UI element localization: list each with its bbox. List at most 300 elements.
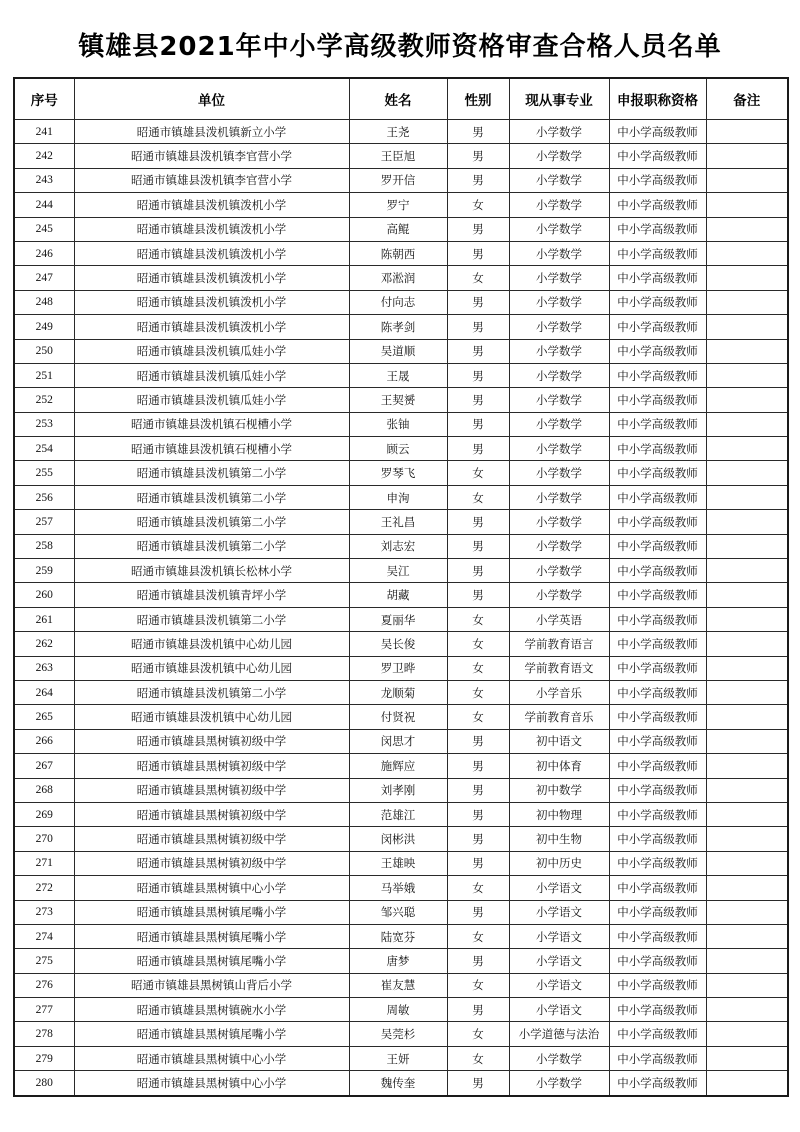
table-row (14, 607, 788, 631)
cell-major: 小学数学 (509, 485, 609, 509)
table-body (14, 120, 788, 1096)
cell-unit: 昭通市镇雄县泼机镇泼机小学 (74, 217, 349, 241)
cell-serial: 251 (14, 363, 74, 387)
cell-unit: 昭通市镇雄县泼机镇泼机小学 (74, 193, 349, 217)
cell-serial: 276 (14, 973, 74, 997)
cell-gender: 男 (447, 827, 509, 851)
cell-title: 中小学高级教师 (609, 1022, 706, 1046)
cell-gender: 男 (447, 778, 509, 802)
cell-serial: 262 (14, 632, 74, 656)
cell-unit: 昭通市镇雄县泼机镇瓜娃小学 (74, 388, 349, 412)
cell-name: 罗卫晔 (349, 656, 447, 680)
page-title: 镇雄县2021年中小学高级教师资格审查合格人员名单 (78, 32, 722, 62)
cell-remark (706, 510, 788, 534)
cell-name: 王礼昌 (349, 510, 447, 534)
cell-title: 中小学高级教师 (609, 583, 706, 607)
cell-gender: 女 (447, 193, 509, 217)
cell-title: 中小学高级教师 (609, 1046, 706, 1070)
table-row (14, 510, 788, 534)
cell-name: 唐梦 (349, 949, 447, 973)
cell-name: 邓淞润 (349, 266, 447, 290)
cell-major: 学前教育语言 (509, 632, 609, 656)
cell-remark (706, 363, 788, 387)
cell-major: 小学语文 (509, 924, 609, 948)
cell-major: 小学数学 (509, 437, 609, 461)
cell-title: 中小学高级教师 (609, 656, 706, 680)
cell-name: 付向志 (349, 290, 447, 314)
cell-serial: 264 (14, 680, 74, 704)
cell-gender: 男 (447, 120, 509, 144)
cell-major: 小学数学 (509, 290, 609, 314)
cell-unit: 昭通市镇雄县泼机镇泼机小学 (74, 266, 349, 290)
cell-gender: 男 (447, 998, 509, 1022)
cell-unit: 昭通市镇雄县黑树镇尾嘴小学 (74, 1022, 349, 1046)
cell-name: 施辉应 (349, 754, 447, 778)
cell-gender: 男 (447, 290, 509, 314)
table-row (14, 241, 788, 265)
table-row (14, 754, 788, 778)
cell-major: 小学道德与法治 (509, 1022, 609, 1046)
cell-title: 中小学高级教师 (609, 485, 706, 509)
table-row (14, 680, 788, 704)
cell-title: 中小学高级教师 (609, 290, 706, 314)
column-header-unit: 单位 (74, 78, 349, 120)
cell-name: 罗宁 (349, 193, 447, 217)
cell-gender: 男 (447, 754, 509, 778)
cell-serial: 241 (14, 120, 74, 144)
cell-major: 小学数学 (509, 388, 609, 412)
cell-title: 中小学高级教师 (609, 363, 706, 387)
table-row (14, 217, 788, 241)
cell-name: 王雄映 (349, 851, 447, 875)
cell-name: 陈朝西 (349, 241, 447, 265)
table-row (14, 583, 788, 607)
cell-name: 高鲲 (349, 217, 447, 241)
cell-name: 闵思才 (349, 729, 447, 753)
column-header-serial: 序号 (14, 78, 74, 120)
cell-serial: 280 (14, 1071, 74, 1096)
cell-serial: 258 (14, 534, 74, 558)
cell-name: 刘志宏 (349, 534, 447, 558)
cell-unit: 昭通市镇雄县泼机镇中心幼儿园 (74, 632, 349, 656)
cell-gender: 男 (447, 802, 509, 826)
cell-title: 中小学高级教师 (609, 241, 706, 265)
cell-gender: 女 (447, 461, 509, 485)
cell-major: 初中数学 (509, 778, 609, 802)
cell-gender: 男 (447, 729, 509, 753)
cell-title: 中小学高级教师 (609, 461, 706, 485)
cell-unit: 昭通市镇雄县泼机镇泼机小学 (74, 241, 349, 265)
cell-gender: 男 (447, 144, 509, 168)
cell-gender: 男 (447, 1071, 509, 1096)
cell-remark (706, 1022, 788, 1046)
table-row (14, 876, 788, 900)
cell-serial: 269 (14, 802, 74, 826)
cell-remark (706, 120, 788, 144)
cell-unit: 昭通市镇雄县黑树镇初级中学 (74, 802, 349, 826)
cell-major: 学前教育语文 (509, 656, 609, 680)
cell-gender: 男 (447, 900, 509, 924)
cell-gender: 女 (447, 266, 509, 290)
cell-unit: 昭通市镇雄县泼机镇瓜娃小学 (74, 363, 349, 387)
cell-major: 学前教育音乐 (509, 705, 609, 729)
cell-unit: 昭通市镇雄县泼机镇李官营小学 (74, 144, 349, 168)
cell-serial: 242 (14, 144, 74, 168)
table-row (14, 802, 788, 826)
cell-unit: 昭通市镇雄县泼机镇泼机小学 (74, 290, 349, 314)
cell-major: 小学语文 (509, 900, 609, 924)
table-row (14, 1022, 788, 1046)
cell-major: 小学数学 (509, 241, 609, 265)
cell-name: 罗琴飞 (349, 461, 447, 485)
cell-unit: 昭通市镇雄县泼机镇石枧槽小学 (74, 437, 349, 461)
cell-unit: 昭通市镇雄县黑树镇中心小学 (74, 1046, 349, 1070)
table-row (14, 900, 788, 924)
table-row (14, 778, 788, 802)
cell-serial: 279 (14, 1046, 74, 1070)
cell-name: 吴长俊 (349, 632, 447, 656)
cell-remark (706, 973, 788, 997)
cell-major: 小学数学 (509, 534, 609, 558)
table-row (14, 144, 788, 168)
cell-name: 邹兴聪 (349, 900, 447, 924)
cell-unit: 昭通市镇雄县泼机镇第二小学 (74, 510, 349, 534)
table-row (14, 339, 788, 363)
cell-serial: 270 (14, 827, 74, 851)
cell-serial: 248 (14, 290, 74, 314)
table-row (14, 315, 788, 339)
cell-title: 中小学高级教师 (609, 851, 706, 875)
table-row (14, 851, 788, 875)
cell-major: 小学英语 (509, 607, 609, 631)
cell-title: 中小学高级教师 (609, 315, 706, 339)
cell-gender: 男 (447, 315, 509, 339)
cell-gender: 女 (447, 924, 509, 948)
cell-unit: 昭通市镇雄县黑树镇尾嘴小学 (74, 924, 349, 948)
cell-remark (706, 656, 788, 680)
cell-remark (706, 583, 788, 607)
cell-gender: 男 (447, 388, 509, 412)
cell-unit: 昭通市镇雄县黑树镇尾嘴小学 (74, 949, 349, 973)
table-row (14, 290, 788, 314)
cell-major: 初中物理 (509, 802, 609, 826)
cell-title: 中小学高级教师 (609, 534, 706, 558)
cell-serial: 255 (14, 461, 74, 485)
cell-unit: 昭通市镇雄县泼机镇第二小学 (74, 534, 349, 558)
cell-major: 小学数学 (509, 510, 609, 534)
cell-serial: 263 (14, 656, 74, 680)
cell-major: 小学数学 (509, 559, 609, 583)
teacher-roster-table (13, 77, 789, 1097)
cell-unit: 昭通市镇雄县黑树镇初级中学 (74, 729, 349, 753)
cell-unit: 昭通市镇雄县泼机镇第二小学 (74, 680, 349, 704)
cell-name: 马举娥 (349, 876, 447, 900)
cell-serial: 265 (14, 705, 74, 729)
cell-name: 范雄江 (349, 802, 447, 826)
cell-title: 中小学高级教师 (609, 437, 706, 461)
cell-gender: 男 (447, 437, 509, 461)
table-header (14, 78, 788, 120)
cell-title: 中小学高级教师 (609, 217, 706, 241)
cell-remark (706, 949, 788, 973)
cell-unit: 昭通市镇雄县黑树镇初级中学 (74, 778, 349, 802)
cell-name: 周敏 (349, 998, 447, 1022)
cell-serial: 244 (14, 193, 74, 217)
cell-serial: 274 (14, 924, 74, 948)
cell-serial: 259 (14, 559, 74, 583)
cell-serial: 275 (14, 949, 74, 973)
cell-title: 中小学高级教师 (609, 388, 706, 412)
cell-name: 刘孝刚 (349, 778, 447, 802)
cell-gender: 男 (447, 339, 509, 363)
cell-remark (706, 876, 788, 900)
cell-serial: 252 (14, 388, 74, 412)
table-row (14, 1046, 788, 1070)
cell-title: 中小学高级教师 (609, 802, 706, 826)
cell-unit: 昭通市镇雄县泼机镇中心幼儿园 (74, 656, 349, 680)
cell-unit: 昭通市镇雄县泼机镇中心幼儿园 (74, 705, 349, 729)
cell-serial: 277 (14, 998, 74, 1022)
table-row (14, 120, 788, 144)
cell-name: 王尧 (349, 120, 447, 144)
cell-major: 初中历史 (509, 851, 609, 875)
column-header-name: 姓名 (349, 78, 447, 120)
table-row (14, 656, 788, 680)
cell-name: 付贤祝 (349, 705, 447, 729)
cell-title: 中小学高级教师 (609, 120, 706, 144)
cell-title: 中小学高级教师 (609, 168, 706, 192)
cell-name: 王晟 (349, 363, 447, 387)
cell-major: 小学数学 (509, 461, 609, 485)
table-row (14, 632, 788, 656)
cell-unit: 昭通市镇雄县黑树镇山背后小学 (74, 973, 349, 997)
cell-name: 吴江 (349, 559, 447, 583)
cell-unit: 昭通市镇雄县泼机镇泼机小学 (74, 315, 349, 339)
table-row (14, 168, 788, 192)
cell-remark (706, 802, 788, 826)
cell-title: 中小学高级教师 (609, 607, 706, 631)
cell-remark (706, 900, 788, 924)
cell-major: 小学数学 (509, 412, 609, 436)
cell-major: 初中体育 (509, 754, 609, 778)
cell-title: 中小学高级教师 (609, 412, 706, 436)
cell-serial: 253 (14, 412, 74, 436)
cell-unit: 昭通市镇雄县泼机镇第二小学 (74, 461, 349, 485)
cell-name: 魏传奎 (349, 1071, 447, 1096)
cell-title: 中小学高级教师 (609, 949, 706, 973)
column-header-gender: 性别 (447, 78, 509, 120)
table-row (14, 1071, 788, 1096)
cell-gender: 男 (447, 217, 509, 241)
cell-gender: 男 (447, 363, 509, 387)
cell-unit: 昭通市镇雄县泼机镇长松林小学 (74, 559, 349, 583)
cell-serial: 272 (14, 876, 74, 900)
cell-major: 小学语文 (509, 973, 609, 997)
cell-remark (706, 388, 788, 412)
cell-remark (706, 193, 788, 217)
column-header-title: 申报职称资格 (609, 78, 706, 120)
cell-remark (706, 461, 788, 485)
table-row (14, 534, 788, 558)
cell-major: 小学数学 (509, 363, 609, 387)
table-row (14, 437, 788, 461)
cell-serial: 261 (14, 607, 74, 631)
cell-remark (706, 1046, 788, 1070)
cell-gender: 男 (447, 851, 509, 875)
cell-remark (706, 290, 788, 314)
cell-remark (706, 437, 788, 461)
table-row (14, 485, 788, 509)
cell-title: 中小学高级教师 (609, 876, 706, 900)
cell-title: 中小学高级教师 (609, 900, 706, 924)
cell-gender: 女 (447, 656, 509, 680)
cell-remark (706, 1071, 788, 1096)
cell-remark (706, 144, 788, 168)
cell-gender: 男 (447, 534, 509, 558)
table-row (14, 461, 788, 485)
cell-remark (706, 412, 788, 436)
cell-major: 小学音乐 (509, 680, 609, 704)
cell-major: 小学数学 (509, 193, 609, 217)
cell-title: 中小学高级教师 (609, 680, 706, 704)
table-row (14, 388, 788, 412)
cell-major: 小学数学 (509, 315, 609, 339)
cell-unit: 昭通市镇雄县泼机镇第二小学 (74, 607, 349, 631)
cell-serial: 249 (14, 315, 74, 339)
cell-unit: 昭通市镇雄县泼机镇李官营小学 (74, 168, 349, 192)
cell-unit: 昭通市镇雄县泼机镇石枧槽小学 (74, 412, 349, 436)
cell-title: 中小学高级教师 (609, 510, 706, 534)
cell-unit: 昭通市镇雄县黑树镇初级中学 (74, 827, 349, 851)
cell-gender: 女 (447, 607, 509, 631)
cell-name: 吴莞杉 (349, 1022, 447, 1046)
table-row (14, 973, 788, 997)
cell-name: 夏丽华 (349, 607, 447, 631)
cell-major: 初中语文 (509, 729, 609, 753)
cell-gender: 女 (447, 485, 509, 509)
cell-remark (706, 754, 788, 778)
cell-serial: 256 (14, 485, 74, 509)
cell-title: 中小学高级教师 (609, 632, 706, 656)
cell-serial: 257 (14, 510, 74, 534)
cell-name: 罗开信 (349, 168, 447, 192)
cell-title: 中小学高级教师 (609, 924, 706, 948)
cell-title: 中小学高级教师 (609, 339, 706, 363)
cell-name: 王妍 (349, 1046, 447, 1070)
cell-title: 中小学高级教师 (609, 778, 706, 802)
cell-serial: 278 (14, 1022, 74, 1046)
cell-gender: 男 (447, 510, 509, 534)
column-header-remark: 备注 (706, 78, 788, 120)
column-header-major: 现从事专业 (509, 78, 609, 120)
cell-major: 小学数学 (509, 266, 609, 290)
cell-gender: 女 (447, 973, 509, 997)
cell-name: 陈孝剑 (349, 315, 447, 339)
cell-name: 顾云 (349, 437, 447, 461)
cell-remark (706, 705, 788, 729)
cell-serial: 247 (14, 266, 74, 290)
cell-remark (706, 217, 788, 241)
cell-title: 中小学高级教师 (609, 266, 706, 290)
cell-unit: 昭通市镇雄县泼机镇第二小学 (74, 485, 349, 509)
table-row (14, 559, 788, 583)
cell-major: 小学语文 (509, 949, 609, 973)
cell-serial: 271 (14, 851, 74, 875)
cell-unit: 昭通市镇雄县黑树镇碗水小学 (74, 998, 349, 1022)
cell-gender: 男 (447, 583, 509, 607)
cell-major: 小学数学 (509, 1071, 609, 1096)
cell-name: 崔友慧 (349, 973, 447, 997)
cell-remark (706, 266, 788, 290)
cell-remark (706, 241, 788, 265)
cell-serial: 254 (14, 437, 74, 461)
cell-major: 小学数学 (509, 217, 609, 241)
cell-serial: 250 (14, 339, 74, 363)
cell-unit: 昭通市镇雄县黑树镇中心小学 (74, 1071, 349, 1096)
cell-title: 中小学高级教师 (609, 827, 706, 851)
cell-gender: 男 (447, 412, 509, 436)
table-row (14, 363, 788, 387)
cell-remark (706, 827, 788, 851)
table-row (14, 412, 788, 436)
cell-serial: 267 (14, 754, 74, 778)
cell-title: 中小学高级教师 (609, 998, 706, 1022)
cell-unit: 昭通市镇雄县泼机镇青坪小学 (74, 583, 349, 607)
cell-remark (706, 168, 788, 192)
cell-gender: 女 (447, 1022, 509, 1046)
cell-gender: 女 (447, 680, 509, 704)
cell-serial: 266 (14, 729, 74, 753)
cell-name: 胡藏 (349, 583, 447, 607)
cell-title: 中小学高级教师 (609, 973, 706, 997)
cell-gender: 男 (447, 168, 509, 192)
cell-title: 中小学高级教师 (609, 144, 706, 168)
cell-major: 小学数学 (509, 339, 609, 363)
cell-unit: 昭通市镇雄县泼机镇瓜娃小学 (74, 339, 349, 363)
cell-unit: 昭通市镇雄县泼机镇新立小学 (74, 120, 349, 144)
cell-remark (706, 315, 788, 339)
cell-major: 小学数学 (509, 583, 609, 607)
cell-title: 中小学高级教师 (609, 193, 706, 217)
cell-major: 小学语文 (509, 998, 609, 1022)
header-row (14, 78, 788, 120)
cell-remark (706, 339, 788, 363)
cell-remark (706, 607, 788, 631)
cell-major: 小学数学 (509, 1046, 609, 1070)
cell-name: 申洵 (349, 485, 447, 509)
cell-remark (706, 778, 788, 802)
cell-major: 小学语文 (509, 876, 609, 900)
cell-remark (706, 729, 788, 753)
cell-gender: 女 (447, 705, 509, 729)
cell-gender: 男 (447, 949, 509, 973)
cell-name: 吴道顺 (349, 339, 447, 363)
cell-remark (706, 559, 788, 583)
cell-unit: 昭通市镇雄县黑树镇初级中学 (74, 754, 349, 778)
cell-title: 中小学高级教师 (609, 559, 706, 583)
cell-major: 小学数学 (509, 120, 609, 144)
table-row (14, 998, 788, 1022)
cell-major: 小学数学 (509, 144, 609, 168)
cell-remark (706, 851, 788, 875)
cell-gender: 女 (447, 876, 509, 900)
table-row (14, 266, 788, 290)
cell-gender: 男 (447, 559, 509, 583)
cell-serial: 260 (14, 583, 74, 607)
cell-remark (706, 534, 788, 558)
cell-remark (706, 998, 788, 1022)
cell-name: 闵彬洪 (349, 827, 447, 851)
